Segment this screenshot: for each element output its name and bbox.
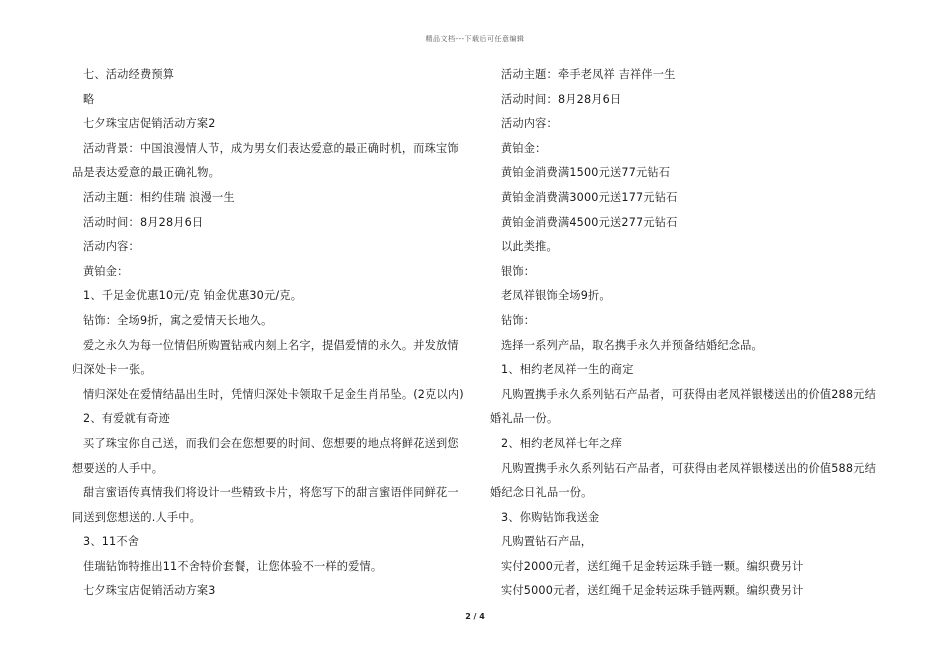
paragraph-line: 七、活动经费预算 [83,68,175,81]
paragraph-line: 黄铂金： [501,141,547,155]
paragraph-line: 活动主题：相约佳瑞 浪漫一生 [83,190,235,204]
paragraph-line: 买了珠宝你自己送，而我们会在您想要的时间、您想要的地点将鲜花送到您 [83,436,459,450]
paragraph-line: 1、千足金优惠10元/克 铂金优惠30元/克。 [83,289,303,303]
paragraph-line: 略 [83,92,95,106]
paragraph-line: 爱之永久为每一位情侣所购置钻戒内刻上名字，提倡爱情的永久。并发放情 [83,338,459,352]
paragraph-line: 2、有爱就有奇迹 [83,412,171,426]
paragraph-line: 实付5000元者，送红绳千足金转运珠手链两颗。编织费另计 [501,584,804,598]
paragraph-line: 黄铂金消费满3000元送177元钻石 [501,190,678,204]
paragraph-line: 活动主题：牵手老凤祥 吉祥伴一生 [501,68,676,81]
paragraph-line: 以此类推。 [501,240,558,254]
paragraph-line: 活动内容： [83,240,140,254]
paragraph-line: 钻饰： [501,313,536,327]
paragraph-line: 活动时间：8月28月6日 [83,215,204,229]
paragraph-line: 情归深处在爱情结晶出生时，凭情归深处卡领取千足金生肖吊坠。(2克以内) [83,387,464,401]
right-text-column [490,63,880,604]
paragraph-line: 黄铂金消费满4500元送277元钻石 [501,215,678,229]
paragraph-line: 1、相约老凤祥一生的商定 [501,363,634,377]
paragraph-line: 凡购置钻石产品， [501,535,593,549]
paragraph-line: 黄铂金： [83,264,129,278]
paragraph-line: 婚纪念日礼品一份。 [490,486,593,500]
paragraph-line: 选择一系列产品，取名携手永久并预备结婚纪念品。 [501,338,763,352]
paragraph-line: 老凤祥银饰全场9折。 [501,289,611,303]
paragraph-line: 归深处卡一张。 [72,363,152,377]
paragraph-line: 实付2000元者，送红绳千足金转运珠手链一颗。编织费另计 [501,559,804,573]
paragraph-line: 婚礼品一份。 [490,412,559,426]
header-note: 精品文档---下载后可任意编辑 [425,35,525,43]
paragraph-line: 银饰： [501,264,536,278]
paragraph-line: 3、11不舍 [83,535,140,549]
paragraph-line: 3、你购钻饰我送金 [501,510,600,524]
paragraph-line: 活动时间：8月28月6日 [501,92,622,106]
paragraph-line: 甜言蜜语传真情我们将设计一些精致卡片，将您写下的甜言蜜语伴同鲜花一 [83,486,459,500]
paragraph-line: 活动背景：中国浪漫情人节，成为男女们表达爱意的最正确时机，而珠宝饰 [83,141,459,155]
left-text-column [72,63,462,604]
paragraph-line: 凡购置携手永久系列钻石产品者，可获得由老凤祥银楼送出的价值288元结 [501,387,876,401]
paragraph-line: 七夕珠宝店促销活动方案2 [83,117,216,131]
paragraph-line: 2、相约老凤祥七年之痒 [501,436,623,450]
paragraph-line: 七夕珠宝店促销活动方案3 [83,584,216,598]
paragraph-line: 想要送的人手中。 [72,461,164,475]
paragraph-line: 同送到您想送的.人手中。 [72,510,202,524]
page-number: 2 / 4 [465,612,485,621]
paragraph-line: 钻饰：全场9折，寓之爱情天长地久。 [83,313,273,327]
paragraph-line: 品是表达爱意的最正确礼物。 [72,166,221,180]
paragraph-line: 佳瑞钻饰特推出11不舍特价套餐，让您体验不一样的爱情。 [83,559,383,573]
paragraph-line: 凡购置携手永久系列钻石产品者，可获得由老凤祥银楼送出的价值588元结 [501,461,876,475]
paragraph-line: 活动内容： [501,117,558,131]
paragraph-line: 黄铂金消费满1500元送77元钻石 [501,166,671,180]
